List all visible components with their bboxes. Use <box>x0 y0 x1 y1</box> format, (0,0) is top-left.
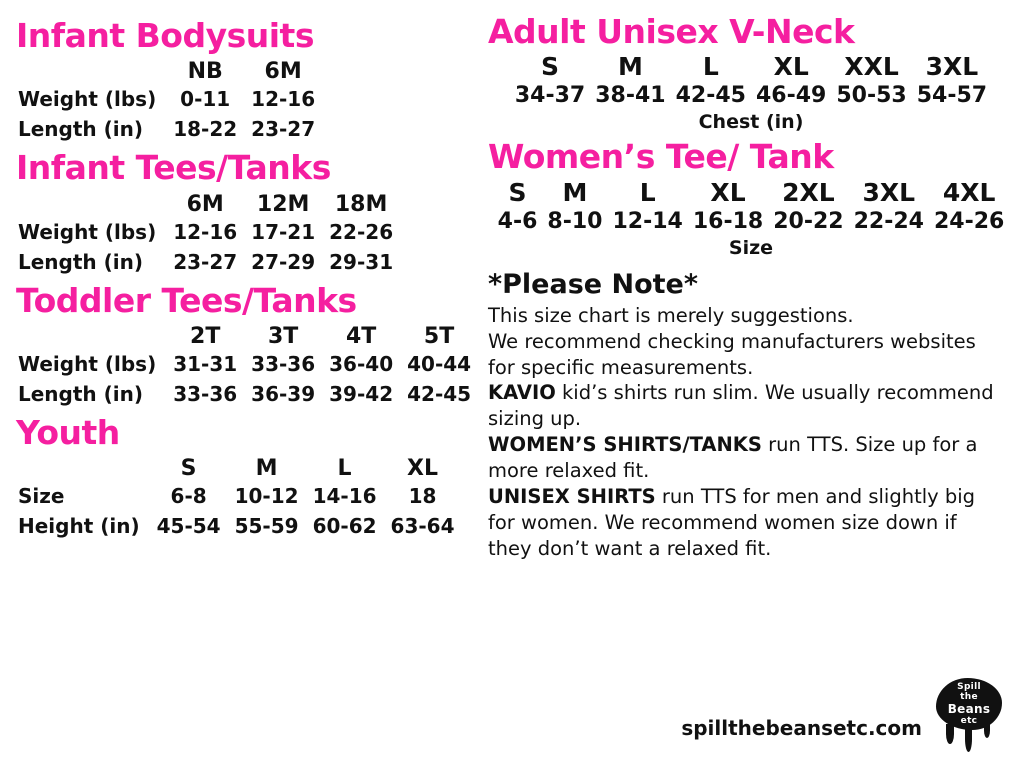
cell: 39-42 <box>329 381 394 406</box>
cell: 12-16 <box>251 87 316 112</box>
table-caption: Size <box>728 236 774 259</box>
note-line <box>488 459 1014 484</box>
paint-drip-shape <box>946 724 954 744</box>
table-header-row <box>16 453 462 481</box>
cell: 18 <box>408 484 437 509</box>
column-header: 4T <box>345 323 377 349</box>
note-line <box>488 356 1014 381</box>
cell: 23-27 <box>173 249 238 274</box>
cell: 45-54 <box>156 514 221 539</box>
left-column <box>0 0 478 768</box>
row-label-spacer <box>16 321 166 349</box>
logo-line-3: Beans <box>947 701 991 716</box>
logo-line-2: the <box>960 692 978 703</box>
cell: 8-10 <box>547 208 603 234</box>
logo-line-1: Spill <box>957 682 981 692</box>
table-row <box>16 114 322 144</box>
cell: 60-62 <box>312 514 377 539</box>
column-header: L <box>639 177 656 207</box>
cell: 36-40 <box>329 351 394 376</box>
note-text: for women. We recommend women size down if <box>488 511 957 535</box>
note-line <box>488 407 1014 432</box>
column-header: 2XL <box>782 177 835 207</box>
website-url: spillthebeansetc.com <box>681 716 922 740</box>
section-adult-unisex-vneck <box>488 14 1014 133</box>
adult-unisex-vneck-table <box>510 52 992 108</box>
column-header: XL <box>773 52 809 82</box>
row-label: Weight (lbs) <box>18 219 157 244</box>
note-lead: KAVIO <box>488 381 556 405</box>
column-header: 3XL <box>862 177 916 207</box>
column-header: M <box>255 456 278 482</box>
table-row <box>16 217 400 247</box>
footer <box>681 676 1010 754</box>
cell: 17-21 <box>251 219 316 244</box>
note-line <box>488 433 1014 458</box>
column-header: 12M <box>256 191 310 217</box>
column-header: 3XL <box>925 52 979 82</box>
cell: 42-45 <box>675 83 746 109</box>
section-title: Women’s Tee/ Tank <box>488 137 834 177</box>
note-lead: UNISEX SHIRTS <box>488 485 656 509</box>
cell: 24-26 <box>933 208 1005 234</box>
please-note-title: *Please Note* <box>488 268 698 300</box>
table-row <box>16 511 462 541</box>
row-label: Height (in) <box>18 514 140 539</box>
row-label: Length (in) <box>18 117 143 142</box>
table-row <box>493 209 1010 234</box>
cell: 40-44 <box>407 351 472 376</box>
section-infant-bodysuits <box>16 18 478 144</box>
cell: 36-39 <box>251 381 316 406</box>
column-header: L <box>337 456 352 482</box>
column-header: 4XL <box>942 177 996 207</box>
spill-the-beans-logo-icon <box>932 676 1010 754</box>
infant-bodysuits-table <box>16 56 322 144</box>
section-toddler-tees-tanks <box>16 280 478 409</box>
cell: 12-14 <box>612 208 683 234</box>
column-header: M <box>562 177 588 207</box>
cell: 23-27 <box>251 117 316 142</box>
note-line <box>488 304 1014 329</box>
section-title: Infant Bodysuits <box>16 16 314 55</box>
row-label-spacer <box>16 453 150 481</box>
logo-line-4: etc <box>960 716 978 727</box>
cell: 10-12 <box>234 484 299 509</box>
cell: 14-16 <box>312 484 377 509</box>
table-row <box>510 83 992 108</box>
table-header-row <box>16 189 400 217</box>
table-header-row <box>493 178 1010 209</box>
note-text: run TTS. Size up for a <box>761 433 978 457</box>
column-header: XL <box>710 177 746 207</box>
cell: 50-53 <box>836 83 907 109</box>
note-text: for specific measurements. <box>488 355 754 379</box>
cell: 42-45 <box>407 381 472 406</box>
note-line <box>488 511 1014 536</box>
cell: 12-16 <box>173 219 238 244</box>
cell: 20-22 <box>773 208 844 234</box>
right-column <box>478 0 1024 768</box>
cell: 27-29 <box>251 249 316 274</box>
note-line <box>488 381 1014 406</box>
cell: 33-36 <box>173 381 238 406</box>
infant-tees-tanks-table <box>16 189 400 277</box>
notes-block <box>488 304 1014 563</box>
column-header: 2T <box>190 323 221 349</box>
logo-text <box>932 682 1006 727</box>
table-row <box>16 481 462 511</box>
cell: 22-26 <box>329 219 394 244</box>
table-row <box>16 247 400 277</box>
column-header: 5T <box>423 323 455 349</box>
note-text: We recommend checking manufacturers websites <box>488 329 976 353</box>
column-header: 3T <box>267 323 299 349</box>
column-header: XL <box>407 456 438 482</box>
note-line <box>488 330 1014 355</box>
cell: 31-31 <box>173 351 238 376</box>
cell: 46-49 <box>756 83 827 109</box>
table-header-row <box>16 321 478 349</box>
column-header: NB <box>187 59 223 85</box>
cell: 0-11 <box>180 87 231 112</box>
cell: 6-8 <box>170 484 207 509</box>
column-header: 18M <box>334 191 388 217</box>
note-text: more relaxed fit. <box>488 459 650 483</box>
cell: 54-57 <box>916 83 988 109</box>
row-label: Size <box>18 484 65 509</box>
table-header-row <box>16 56 322 84</box>
table-row <box>16 379 478 409</box>
row-label: Weight (lbs) <box>18 351 157 376</box>
column-header: M <box>617 52 643 82</box>
column-header: 6M <box>186 191 224 217</box>
column-header: S <box>541 52 560 82</box>
table-row <box>16 349 478 379</box>
section-title: Youth <box>16 412 120 452</box>
column-header: S <box>508 177 527 207</box>
cell: 4-6 <box>497 208 538 234</box>
toddler-tees-tanks-table <box>16 321 478 409</box>
cell: 38-41 <box>595 83 666 109</box>
section-womens-tee-tank <box>488 139 1014 258</box>
cell: 33-36 <box>251 351 316 376</box>
note-line <box>488 485 1014 510</box>
section-title: Toddler Tees/Tanks <box>16 280 357 320</box>
note-text: they don’t want a relaxed fit. <box>488 537 772 561</box>
column-header: 6M <box>264 59 302 85</box>
cell: 63-64 <box>390 514 455 539</box>
adult-unisex-vneck-block <box>488 52 1014 133</box>
note-lead: WOMEN’S SHIRTS/TANKS <box>488 433 762 457</box>
cell: 18-22 <box>173 117 238 142</box>
table-caption: Chest (in) <box>698 111 804 134</box>
table-header-row <box>510 52 992 83</box>
row-label-spacer <box>16 189 166 217</box>
section-infant-tees-tanks <box>16 150 478 276</box>
cell: 34-37 <box>514 83 586 109</box>
cell: 16-18 <box>692 208 764 234</box>
cell: 22-24 <box>853 208 924 234</box>
note-text: This size chart is merely suggestions. <box>488 303 854 327</box>
row-label: Length (in) <box>18 381 143 406</box>
section-title: Infant Tees/Tanks <box>16 148 331 188</box>
womens-tee-tank-block <box>488 178 1014 259</box>
note-line <box>488 537 1014 562</box>
cell: 55-59 <box>234 514 299 539</box>
column-header: S <box>180 456 197 482</box>
row-label: Weight (lbs) <box>18 87 157 112</box>
cell: 29-31 <box>329 249 394 274</box>
note-text: run TTS for men and slightly big <box>655 485 976 509</box>
paint-drip-shape <box>965 726 972 752</box>
note-text: kid’s shirts run slim. We usually recommend <box>555 381 994 405</box>
youth-table <box>16 453 462 541</box>
section-youth <box>16 412 478 541</box>
row-label-spacer <box>16 56 166 84</box>
row-label: Length (in) <box>18 249 143 274</box>
note-text: sizing up. <box>488 407 582 431</box>
section-title: Adult Unisex V-Neck <box>488 12 855 51</box>
womens-tee-tank-table <box>493 178 1010 234</box>
column-header: L <box>702 52 719 82</box>
table-row <box>16 84 322 114</box>
column-header: XXL <box>844 52 899 82</box>
